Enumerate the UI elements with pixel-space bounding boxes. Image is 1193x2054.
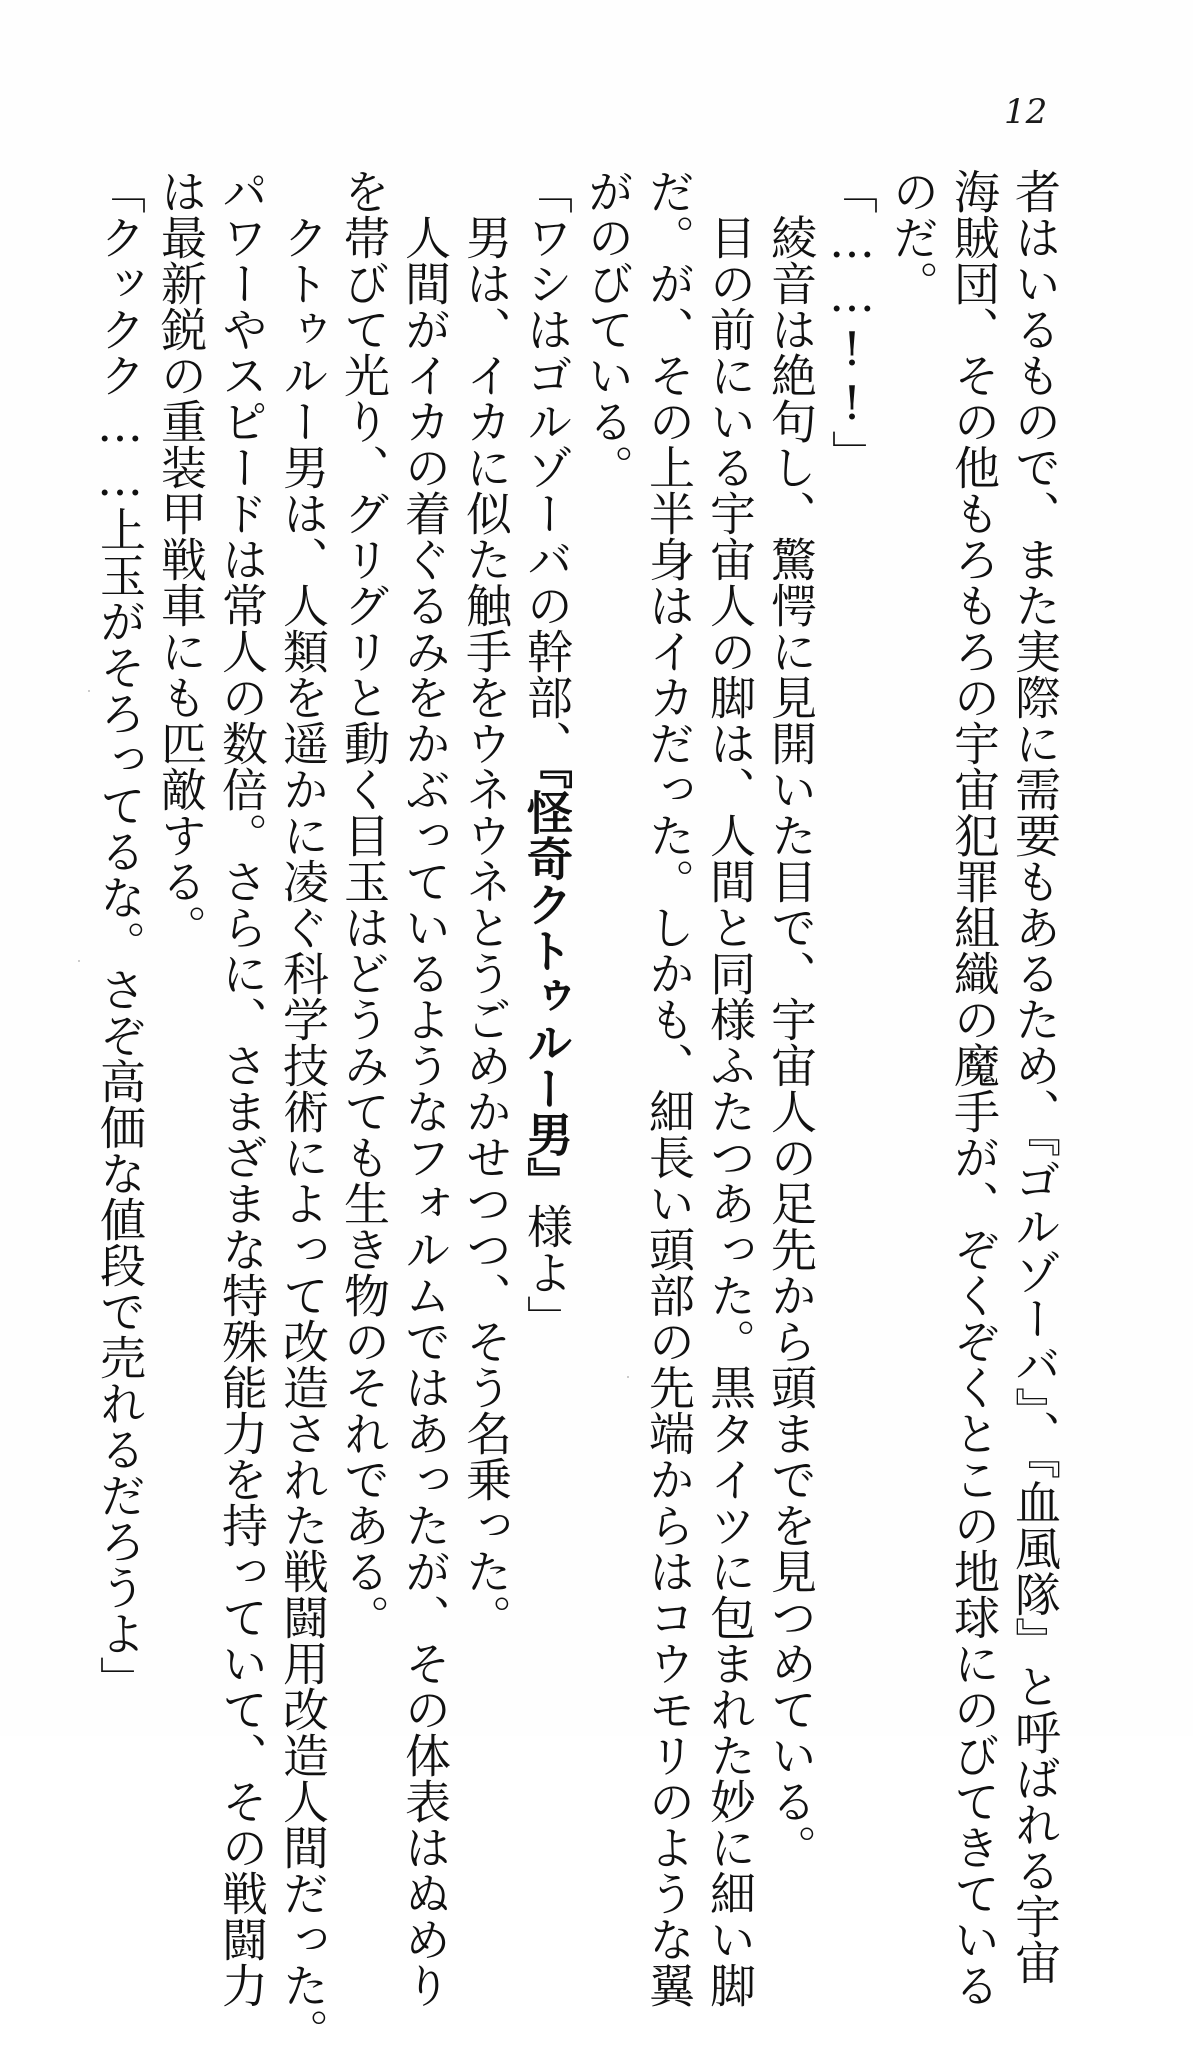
text-line: パワーやスピードは常人の数倍。さらに、さまざまな特殊能力を持っていて、その戦闘力 — [215, 168, 269, 2008]
text-line: 「クックク……上玉がそろってるな。さぞ高価な値段で売れるだろうよ」 — [93, 168, 147, 1702]
text-line: 男は、イカに似た触手をウネウネとうごめかせつつ、そう名乗った。 — [459, 168, 513, 1640]
text-line: 綾音は絶句し、驚愕に見開いた目で、宇宙人の足先から頭までを見つめている。 — [764, 168, 818, 1870]
text-line: のだ。 — [886, 168, 940, 306]
text-line: を帯びて光り、グリグリと動く目玉はどうみても生き物のそれである。 — [337, 168, 391, 1640]
text-line: 海賊団、その他もろもろの宇宙犯罪組織の魔手が、ぞくぞくとこの地球にのびてきている — [947, 168, 1001, 2008]
text-line: 目の前にいる宇宙人の脚は、人間と同様ふたつあった。黒タイツに包まれた妙に細い脚 — [703, 168, 757, 2008]
text-line: は最新鋭の重装甲戦車にも匹敵する。 — [154, 168, 208, 950]
scan-speck — [627, 1376, 629, 1378]
bold-character-name: 『怪奇クトゥルー男』 — [520, 766, 574, 1203]
text-line: 人間がイカの着ぐるみをかぶっているようなフォルムではあったが、その体表はぬめり — [398, 168, 452, 2008]
text-line-with-bold-name — [516, 168, 577, 1608]
dialogue-end: 様よ」 — [520, 1203, 574, 1341]
text-line: だ。が、その上半身はイカだった。しかも、細長い頭部の先端からはコウモリのような翼 — [642, 168, 696, 2008]
scan-speck — [88, 690, 90, 692]
text-line: クトゥルー男は、人類を遥かに凌ぐ科学技術によって改造された戦闘用改造人間だった。 — [276, 168, 330, 2054]
body-text — [89, 168, 1065, 2054]
text-line: 者はいるもので、また実際に需要もあるため、『ゴルゾーバ』、『血風隊』と呼ばれる宇宙 — [1008, 168, 1062, 1985]
text-line: がのびている。 — [581, 168, 635, 490]
text-line: 「……!!」 — [825, 168, 879, 476]
scan-speck — [78, 960, 80, 962]
dialogue-start: 「ワシはゴルゾーバの幹部、 — [520, 168, 574, 766]
page-number: 12 — [1004, 92, 1048, 132]
